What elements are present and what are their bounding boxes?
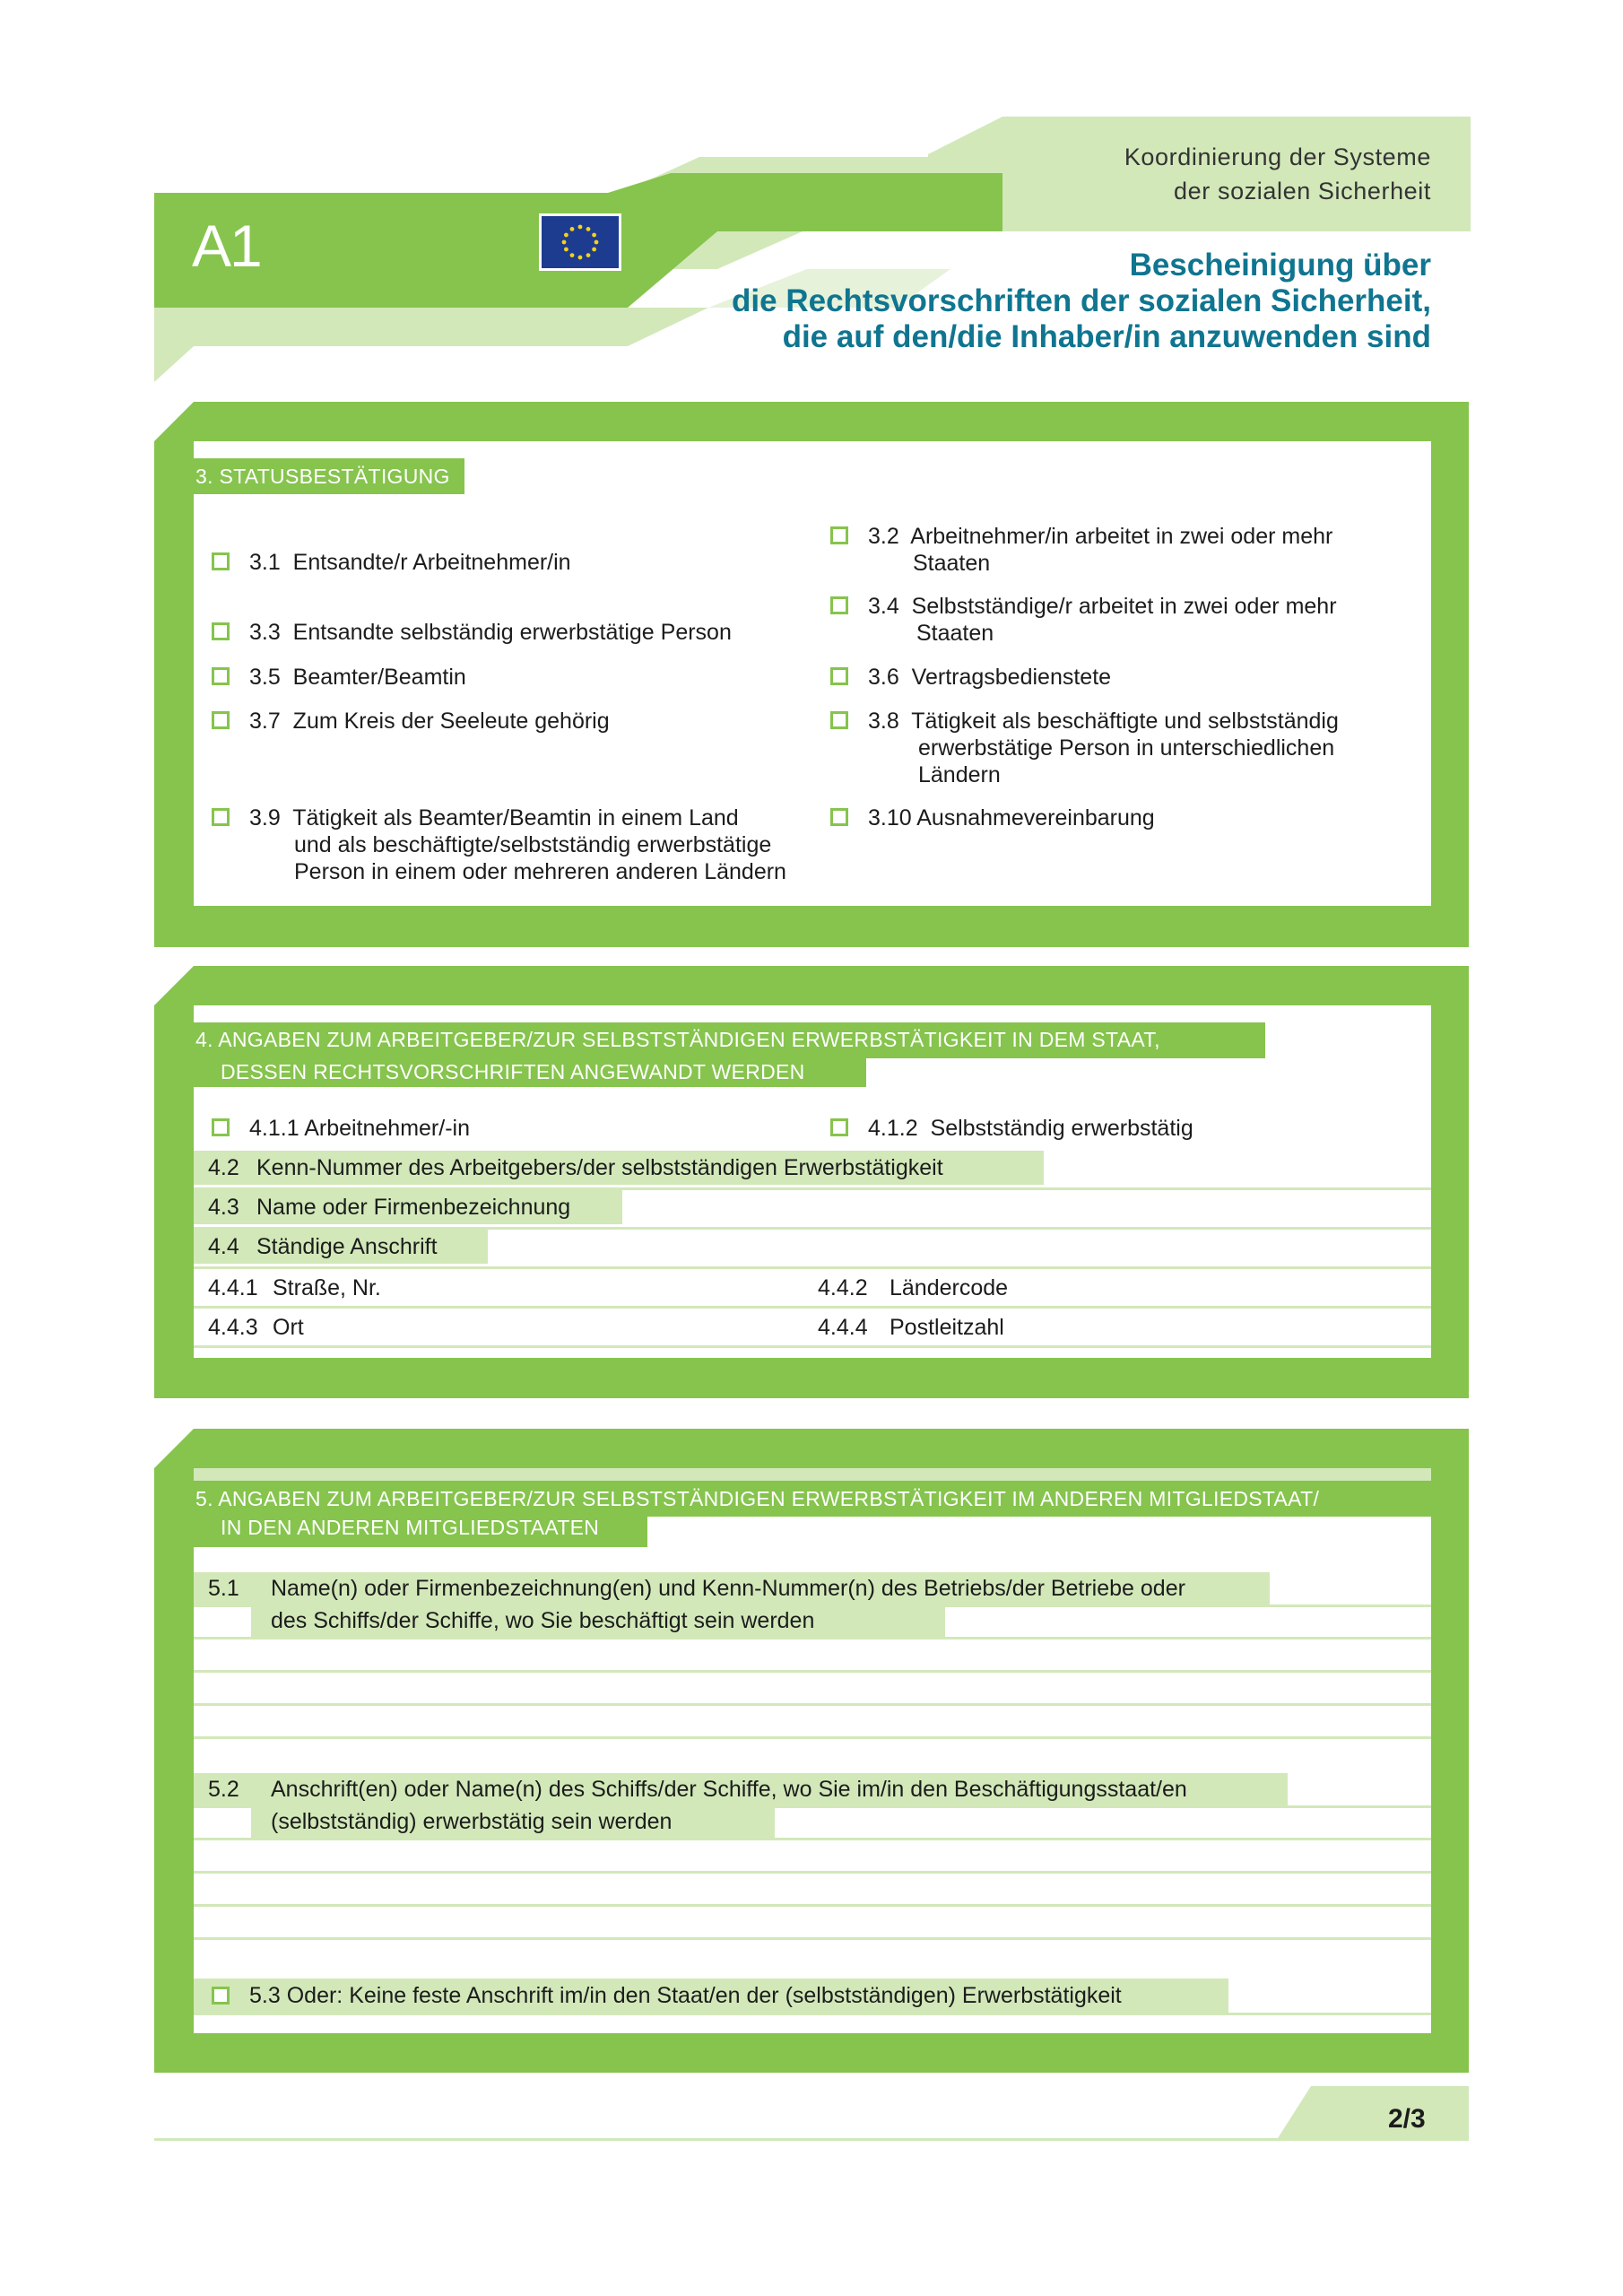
field-5-1-line-2[interactable] <box>194 1703 1431 1706</box>
field-row-4-4-3 <box>194 1309 1431 1348</box>
checkbox-3-6[interactable] <box>830 667 848 685</box>
field-5-2-line-3[interactable] <box>194 1937 1431 1940</box>
checkbox-3-1[interactable] <box>212 552 230 570</box>
checkbox-3-8[interactable] <box>830 711 848 729</box>
field-4-4-4[interactable]: 4.4.4 Postleitzahl <box>818 1315 1004 1340</box>
section-5-heading: 5. ANGABEN ZUM ARBEITGEBER/ZUR SELBSTSTÄNDIGEN ERWERBSTÄTIGKEIT IM ANDEREN MITGLIEDSTAAT/ IN DEN ANDEREN MITGLIEDSTAATEN <box>195 1487 1320 1539</box>
field-5-1-label: 5.1 Name(n) oder Firmenbezeichnung(en) und Kenn-Nummer(n) des Betriebs/der Betriebe oder des Schiffs/der Schiffe, wo Sie beschäftigt sein werden <box>208 1576 1185 1633</box>
checkbox-3-2[interactable] <box>830 526 848 544</box>
coordination-line-2: der sozialen Sicherheit <box>1174 178 1431 204</box>
option-5-3: 5.3 Oder: Keine feste Anschrift im/in den Staat/en der (selbstständigen) Erwerbstätigkeit <box>249 1983 1122 2008</box>
section-4-panel <box>194 1005 1431 1358</box>
option-3-1: 3.1 Entsandte/r Arbeitnehmer/in <box>249 550 571 575</box>
option-3-8: 3.8 Tätigkeit als beschäftigte und selbstständig erwerbstätige Person in unterschiedlichen Ländern <box>868 709 1339 787</box>
field-4-4-2[interactable]: 4.4.2 Ländercode <box>818 1275 1009 1300</box>
field-4-4-3[interactable]: 4.4.3 Ort <box>208 1315 304 1340</box>
field-4-4[interactable]: 4.4 Ständige Anschrift <box>194 1230 1431 1269</box>
checkbox-5-3[interactable] <box>212 1987 230 2005</box>
option-3-6: 3.6 Vertragsbedienstete <box>868 665 1112 690</box>
footer-band <box>0 2083 1623 2145</box>
document-title-line-3: die auf den/die Inhaber/in anzuwenden sind <box>782 319 1431 354</box>
field-5-1-line-3[interactable] <box>194 1736 1431 1739</box>
option-4-1-2: 4.1.2 Selbstständig erwerbstätig <box>868 1116 1193 1141</box>
option-3-2: 3.2 Arbeitnehmer/in arbeitet in zwei oder mehr Staaten <box>868 524 1333 576</box>
checkbox-3-10[interactable] <box>830 808 848 826</box>
section-5-panel <box>194 1468 1431 2033</box>
field-5-2-line-2[interactable] <box>194 1904 1431 1907</box>
option-3-5: 3.5 Beamter/Beamtin <box>249 665 466 690</box>
option-4-1-1: 4.1.1 Arbeitnehmer/-in <box>249 1116 470 1141</box>
field-row-4-4-1 <box>194 1269 1431 1309</box>
checkbox-3-4[interactable] <box>830 596 848 614</box>
form-code: A1 <box>192 213 261 279</box>
option-3-9: 3.9 Tätigkeit als Beamter/Beamtin in einem Land und als beschäftigte/selbstständig erwerbstätige Person in einem oder mehreren anderen Ländern <box>249 805 786 884</box>
section-3-heading: 3. STATUSBESTÄTIGUNG <box>194 458 464 494</box>
checkbox-3-7[interactable] <box>212 711 230 729</box>
checkbox-3-9[interactable] <box>212 808 230 826</box>
field-5-2-line-1[interactable] <box>194 1871 1431 1874</box>
checkbox-4-1-1[interactable] <box>212 1118 230 1136</box>
field-5-2-label: 5.2 Anschrift(en) oder Name(n) des Schiffs/der Schiffe, wo Sie im/in den Beschäftigungsstaat/en (selbstständig) erwerbstätig sein werden <box>208 1777 1187 1834</box>
option-3-7: 3.7 Zum Kreis der Seeleute gehörig <box>249 709 610 734</box>
option-3-3: 3.3 Entsandte selbständig erwerbstätige Person <box>249 620 732 645</box>
document-title-line-1: Bescheinigung über <box>1129 248 1431 283</box>
checkbox-3-5[interactable] <box>212 667 230 685</box>
eu-flag-icon <box>539 213 621 271</box>
checkbox-3-3[interactable] <box>212 622 230 640</box>
document-title-line-2: die Rechtsvorschriften der sozialen Sicherheit, <box>732 283 1431 318</box>
field-5-1-line-1[interactable] <box>194 1670 1431 1673</box>
option-3-4: 3.4 Selbstständige/r arbeitet in zwei oder mehr Staaten <box>868 594 1337 646</box>
field-4-2[interactable]: 4.2 Kenn-Nummer des Arbeitgebers/der selbstständigen Erwerbstätigkeit <box>194 1151 1431 1190</box>
option-3-10: 3.10 Ausnahmevereinbarung <box>868 805 1155 831</box>
field-4-3[interactable]: 4.3 Name oder Firmenbezeichnung <box>194 1190 1431 1230</box>
field-4-4-1[interactable]: 4.4.1 Straße, Nr. <box>208 1275 381 1300</box>
page-number: 2/3 <box>1388 2104 1426 2134</box>
checkbox-4-1-2[interactable] <box>830 1118 848 1136</box>
section-3-panel <box>194 441 1431 906</box>
section-4-heading: 4. ANGABEN ZUM ARBEITGEBER/ZUR SELBSTSTÄNDIGEN ERWERBSTÄTIGKEIT IN DEM STAAT, DESSEN RECHTSVORSCHRIFTEN ANGEWANDT WERDEN <box>195 1028 1160 1083</box>
coordination-line-1: Koordinierung der Systeme <box>1124 144 1431 170</box>
